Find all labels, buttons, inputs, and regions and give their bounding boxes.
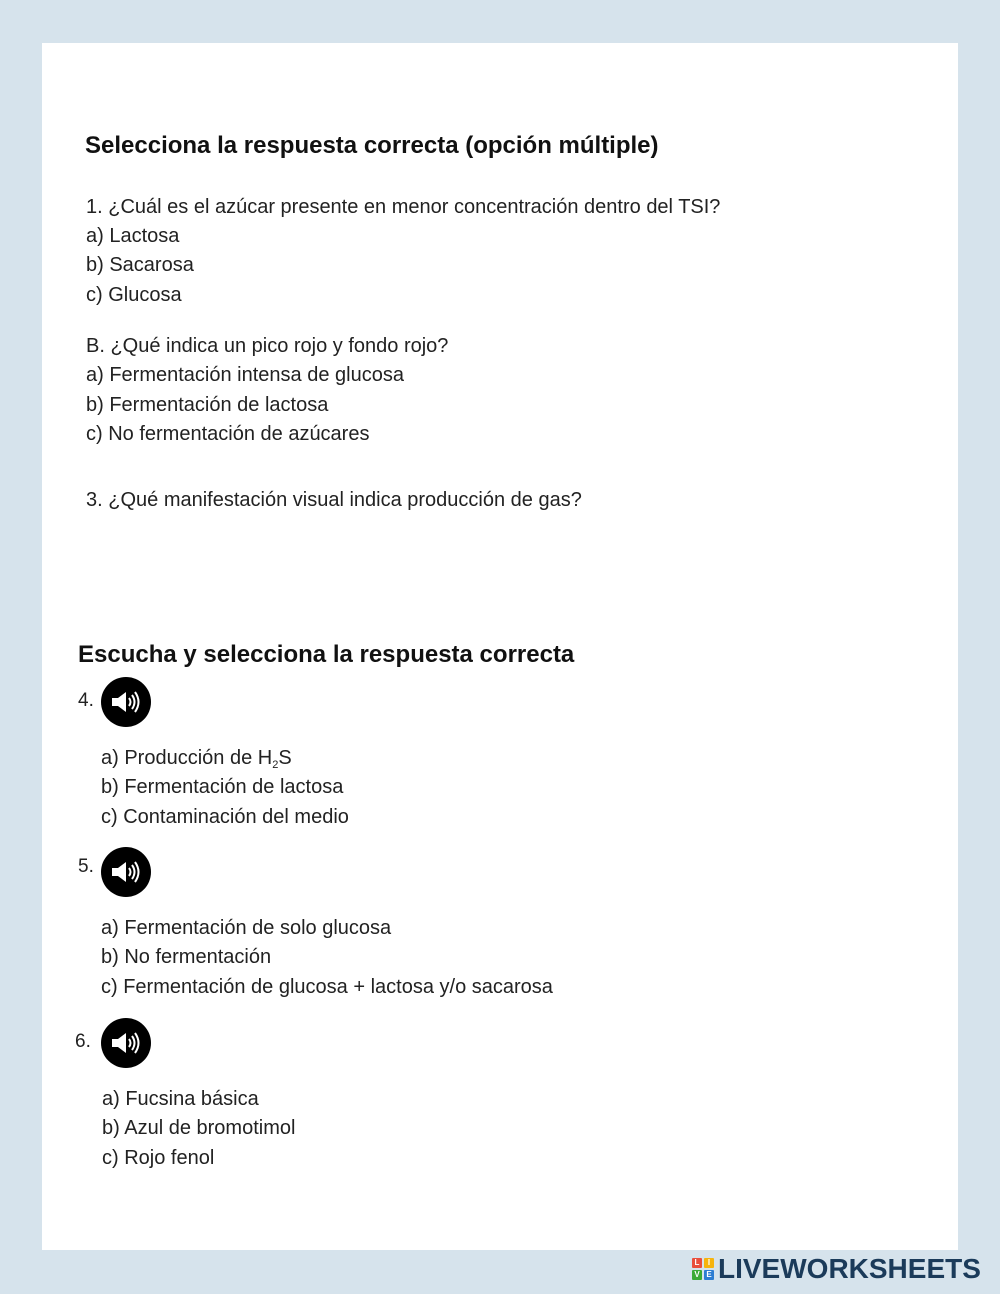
q2-option-b[interactable]: b) Fermentación de lactosa <box>86 394 329 416</box>
q4-option-c[interactable]: c) Contaminación del medio <box>101 806 349 828</box>
q2-option-a[interactable]: a) Fermentación intensa de glucosa <box>86 364 404 386</box>
section1-title: Selecciona la respuesta correcta (opción múltiple) <box>85 132 659 159</box>
question-6-number: 6. <box>75 1031 91 1052</box>
q6-option-a[interactable]: a) Fucsina básica <box>102 1088 259 1110</box>
q6-option-b[interactable]: b) Azul de bromotimol <box>102 1117 296 1139</box>
q5-option-c[interactable]: c) Fermentación de glucosa + lactosa y/o sacarosa <box>101 976 553 998</box>
logo-letter: E <box>704 1270 714 1280</box>
logo-letter: L <box>692 1258 702 1268</box>
brand-name: LIVEWORKSHEETS <box>718 1253 981 1284</box>
q6-audio-button[interactable] <box>101 1018 151 1068</box>
speaker-icon <box>109 689 143 715</box>
speaker-icon <box>109 1030 143 1056</box>
speaker-icon <box>109 859 143 885</box>
logo-letter: V <box>692 1270 702 1280</box>
q4-option-b[interactable]: b) Fermentación de lactosa <box>101 776 344 798</box>
logo-mark <box>692 1258 714 1280</box>
q1-option-b[interactable]: b) Sacarosa <box>86 254 194 276</box>
q2-option-c[interactable]: c) No fermentación de azúcares <box>86 423 370 445</box>
q4-audio-button[interactable] <box>101 677 151 727</box>
question-3-text: 3. ¿Qué manifestación visual indica producción de gas? <box>86 489 582 511</box>
question-4-number: 4. <box>78 690 94 711</box>
q1-option-a[interactable]: a) Lactosa <box>86 225 180 247</box>
question-2-text: B. ¿Qué indica un pico rojo y fondo rojo? <box>86 335 449 357</box>
q4-option-a[interactable]: a) Producción de $H_2S$ <box>101 747 292 771</box>
liveworksheets-logo[interactable] <box>692 1254 981 1284</box>
q5-option-a[interactable]: a) Fermentación de solo glucosa <box>101 917 392 939</box>
q1-option-c[interactable]: c) Glucosa <box>86 284 182 306</box>
q5-audio-button[interactable] <box>101 847 151 897</box>
q6-option-c[interactable]: c) Rojo fenol <box>102 1147 215 1169</box>
question-5-number: 5. <box>78 856 94 877</box>
q5-option-b[interactable]: b) No fermentación <box>101 946 272 968</box>
question-1-text: 1. ¿Cuál es el azúcar presente en menor concentración dentro del TSI? <box>86 196 721 218</box>
section2-title: Escucha y selecciona la respuesta correcta <box>78 641 575 668</box>
logo-letter: I <box>704 1258 714 1268</box>
